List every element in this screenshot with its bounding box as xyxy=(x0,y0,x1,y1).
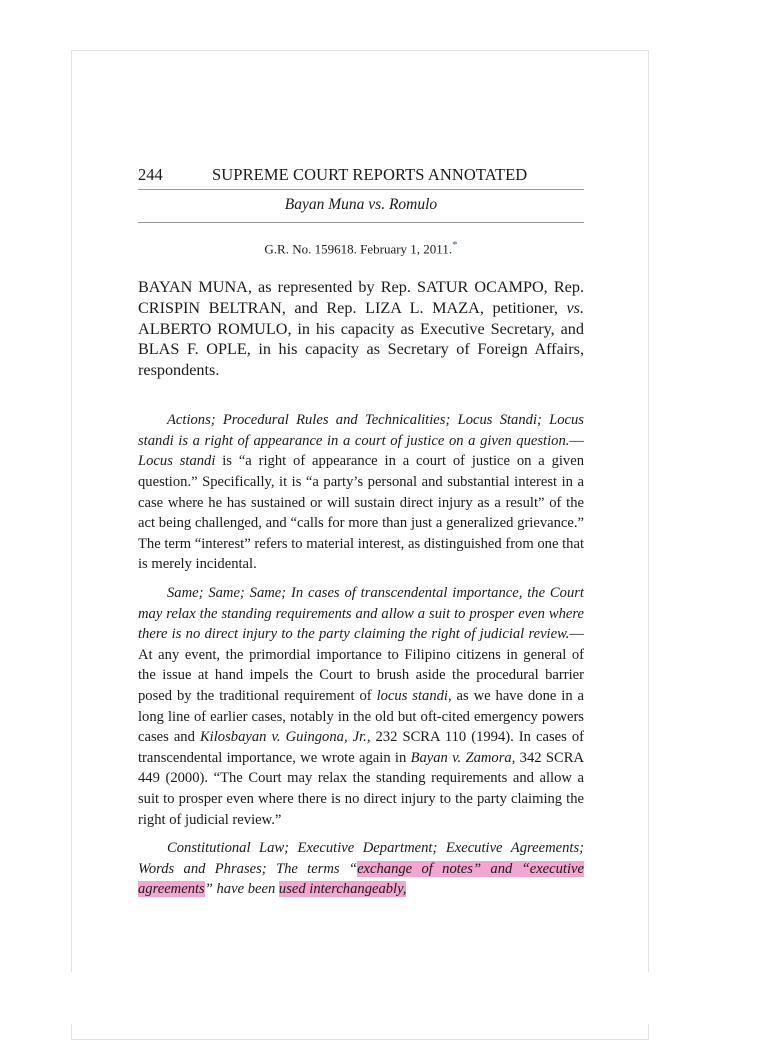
case-citation: Kilosbayan v. Guingona, Jr. xyxy=(199,729,367,746)
document-page xyxy=(71,50,649,1040)
parties-paragraph xyxy=(138,277,584,380)
running-header xyxy=(138,165,584,190)
syllabus-paragraph-3 xyxy=(138,838,584,900)
syllabus-paragraph-1 xyxy=(138,410,584,575)
syllabus-paragraph-2 xyxy=(138,583,584,830)
page-bottom-mask xyxy=(0,972,768,1024)
gr-number-line xyxy=(138,239,584,257)
syllabus-text: , 232 SCRA 110 (1994). In cases of transcendental importance, we wrote again in xyxy=(138,729,584,766)
versus-text: vs. xyxy=(566,298,584,317)
syllabus-text: , as we have done in a long line of earlier cases, notably in the old but oft-cited emergency powers cases and xyxy=(138,688,585,746)
petitioners-text: BAYAN MUNA, as represented by Rep. SATUR OCAMPO, Rep. CRISPIN BELTRAN, and Rep. LIZA L. MAZA, petitioner, xyxy=(138,278,584,317)
syllabus-term: Locus standi xyxy=(138,453,216,470)
gr-number: G.R. No. 159618. February 1, 2011. xyxy=(264,241,453,257)
syllabus-keywords: Actions; Procedural Rules and Technicalities; Locus Standi; Locus standi is a right of appearance in a court of justice on a given question. xyxy=(138,412,584,449)
syllabus-keywords: Same; Same; Same; In cases of transcendental importance, the Court may relax the standing requirements and allow a suit to prosper even where there is no direct injury to the party claiming the right of judicial review. xyxy=(138,585,584,643)
syllabus-keywords: Constitutional Law; Executive Department; Executive Agreements; Words and Phrases; The terms “ xyxy=(138,840,584,877)
page-content xyxy=(138,165,584,908)
syllabus-keywords: ” have been xyxy=(204,881,279,898)
syllabus xyxy=(138,410,584,900)
report-title: SUPREME COURT REPORTS ANNOTATED xyxy=(212,165,528,184)
syllabus-text: — xyxy=(569,432,584,449)
syllabus-term: locus standi xyxy=(376,688,448,705)
footnote-link[interactable]: * xyxy=(452,239,458,251)
syllabus-text: is “a right of appearance in a court of justice on a given question.” Specifically, it is “a party’s personal and substantial interest in a case where he has sustained or will sustain direct injury as a result” of the act being challenged, and “calls for more than just a generalized grievance.” The term “interest” refers to material interest, as distinguished from one that is merely incidental. xyxy=(138,453,585,573)
respondents-text: ALBERTO ROMULO, in his capacity as Executive Secretary, and BLAS F. OPLE, in his capacity as Secretary of Foreign Affairs, respondents. xyxy=(138,319,584,379)
syllabus-text: —At any event, the primordial importance to Filipino citizens in general of the issue at hand impels the Court to brush aside the procedural barrier posed by the traditional requirement of xyxy=(138,626,584,705)
case-citation: Bayan v. Zamora xyxy=(410,749,512,766)
highlighted-text[interactable]: used interchangeably, xyxy=(278,881,407,898)
case-short-title: Bayan Muna vs. Romulo xyxy=(138,190,584,223)
page-number: 244 xyxy=(138,165,163,184)
highlighted-text[interactable]: exchange of notes” and “executive agreements xyxy=(138,860,584,898)
syllabus-text: , 342 SCRA 449 (2000). “The Court may relax the standing requirements and allow a suit to prosper even where there is no direct injury to the party claiming the right of judicial review.” xyxy=(138,749,584,828)
